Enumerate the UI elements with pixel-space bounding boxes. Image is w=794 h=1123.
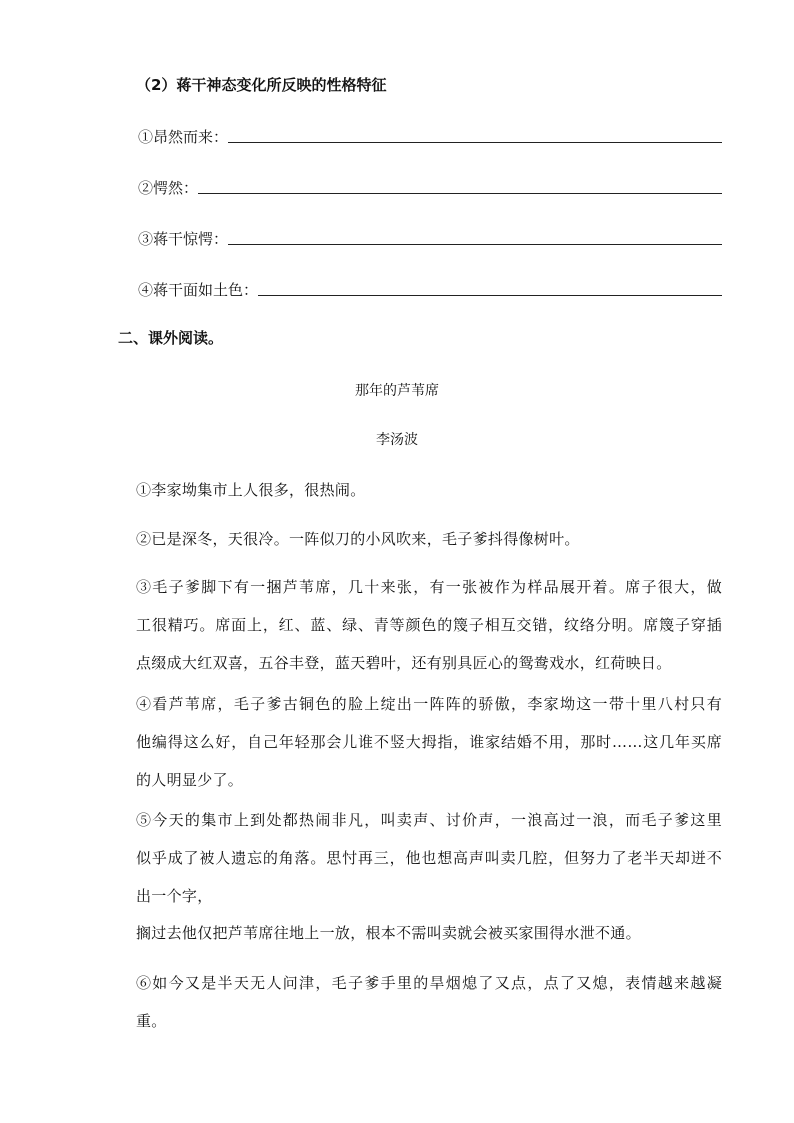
- answer-label: ④蒋干面如土色：: [138, 281, 259, 299]
- article-paragraph-3: [136, 568, 722, 682]
- answer-row-3[interactable]: [138, 226, 722, 248]
- article-paragraph-5: [136, 801, 722, 915]
- question-2-title: （2）蒋干神态变化所反映的性格特征: [136, 76, 387, 94]
- section-2-heading: 二、课外阅读。: [118, 329, 224, 347]
- paragraph-line: ③毛子爹脚下有一捆芦苇席，几十来张，有一张被作为样品展开着。席子很大，做: [136, 578, 722, 596]
- paragraph-line: 工很精巧。席面上，红、蓝、绿、青等颜色的篾子相互交错，纹络分明。席篾子穿插: [136, 616, 722, 634]
- article-paragraph-5-continued: [136, 914, 722, 952]
- answer-row-1[interactable]: [138, 124, 722, 146]
- answer-blank-line[interactable]: [228, 230, 722, 245]
- paragraph-line: ②已是深冬，天很冷。一阵似刀的小风吹来，毛子爹抖得像树叶。: [136, 530, 580, 548]
- paragraph-line: ④看芦苇席，毛子爹古铜色的脸上绽出一阵阵的骄傲，李家坳这一带十里八村只有: [136, 695, 722, 713]
- answer-row-2[interactable]: [138, 175, 722, 197]
- answer-label: ③蒋干惊愕：: [138, 230, 229, 248]
- paragraph-line: 他编得这么好，自己年轻那会儿谁不竖大拇指，谁家结婚不用，那时……这几年买席: [136, 733, 722, 751]
- paragraph-line: 重。: [136, 1012, 167, 1030]
- article-title: 那年的芦苇席: [355, 383, 439, 399]
- paragraph-line: 出一个字，: [136, 887, 213, 905]
- article-author: 李汤波: [376, 432, 418, 448]
- answer-blank-line[interactable]: [228, 128, 722, 143]
- paragraph-line: ⑤今天的集市上到处都热闹非凡，叫卖声、讨价声，一浪高过一浪，而毛子爹这里: [136, 811, 722, 829]
- article-paragraph-4: [136, 685, 722, 799]
- paragraph-line: 搁过去他仅把芦苇席往地上一放，根本不需叫卖就会被买家围得水泄不通。: [136, 924, 641, 942]
- article-paragraph-2: [136, 520, 722, 558]
- paragraph-line: ①李家坳集市上人很多，很热闹。: [136, 481, 366, 499]
- answer-blank-line[interactable]: [258, 281, 722, 296]
- paragraph-line: 点缀成大红双喜，五谷丰登，蓝天碧叶，还有别具匠心的鸳鸯戏水，红荷映日。: [136, 654, 672, 672]
- article-paragraph-1: [136, 471, 722, 509]
- paragraph-line: ⑥如今又是半天无人问津，毛子爹手里的旱烟熄了又点，点了又熄，表情越来越凝: [136, 974, 722, 992]
- paragraph-line: 的人明显少了。: [136, 771, 244, 789]
- paragraph-line: 似乎成了被人遗忘的角落。思忖再三，他也想高声叫卖几腔，但努力了老半天却迸不: [136, 849, 722, 867]
- answer-label: ②愕然：: [138, 179, 199, 197]
- article-paragraph-6: [136, 964, 722, 1040]
- answer-label: ①昂然而来：: [138, 128, 229, 146]
- answer-row-4[interactable]: [138, 277, 722, 299]
- answer-blank-line[interactable]: [198, 179, 722, 194]
